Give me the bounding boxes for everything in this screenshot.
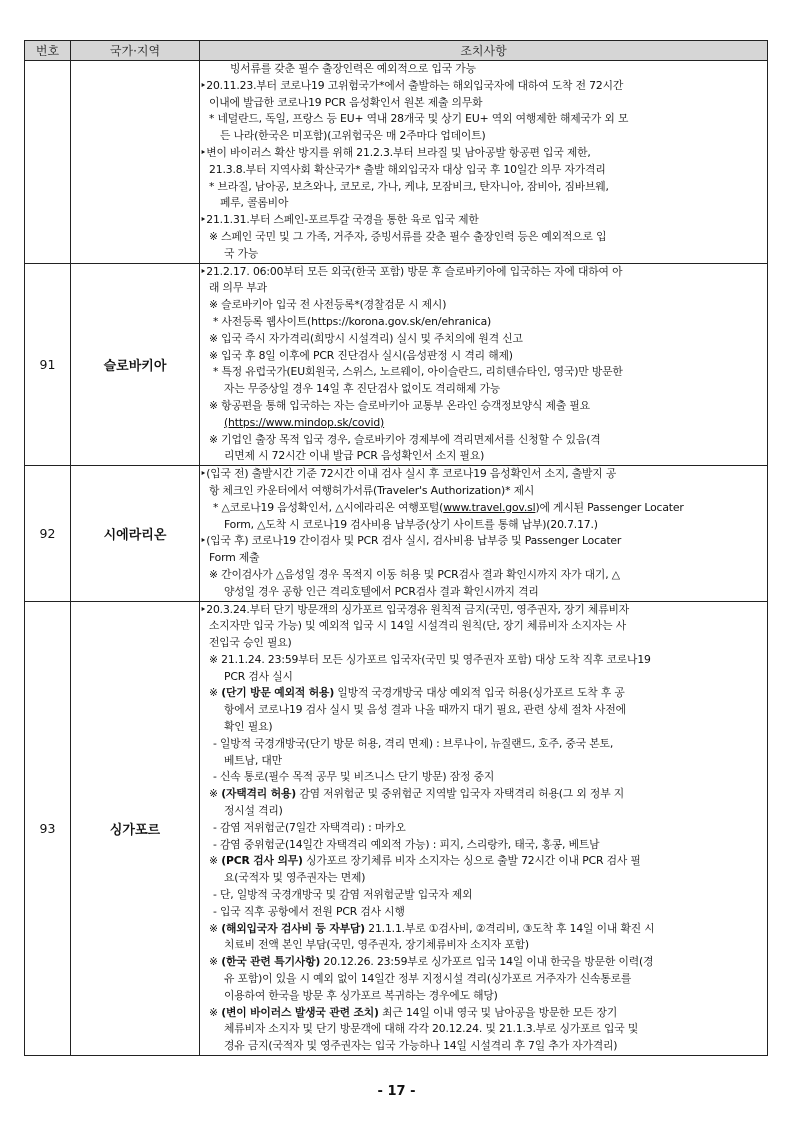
line-text: - 일방적 국경개방국(단기 방문 허용, 격리 면제) : 브루나이, 뉴질랜드, 호주, 중국 본토, <box>213 736 614 750</box>
table-header-row <box>25 41 768 61</box>
measure-line <box>200 229 767 246</box>
line-text: ※ 항공편을 통해 입국하는 자는 슬로바키아 교통부 온라인 승객정보양식 제출 필요 <box>209 398 590 412</box>
measure-line <box>200 145 767 162</box>
bold-label: (PCR 검사 의무) <box>221 854 303 868</box>
measure-line <box>200 602 767 619</box>
line-text: 자는 무증상일 경우 14일 후 진단검사 없이도 격리해제 가능 <box>224 382 501 396</box>
measure-line <box>200 517 767 534</box>
link-text: www.travel.gov.sl <box>443 500 536 514</box>
line-text: 항 체크인 카운터에서 여행허가서류(Traveler's Authorization)* 제시 <box>209 483 535 497</box>
line-text: ※ <box>209 854 222 868</box>
line-text: 국 가능 <box>224 246 259 260</box>
measure-line <box>200 904 767 921</box>
measure-line <box>200 584 767 601</box>
line-text: PCR 검사 실시 <box>224 669 293 683</box>
table-row <box>25 263 768 466</box>
line-text: 베트남, 대만 <box>224 753 282 767</box>
line-text: 유 포함)이 있을 시 예외 없이 14일간 정부 지정시설 격리(싱가포르 거주자가 신속통로를 <box>224 972 632 986</box>
measure-line <box>200 500 767 517</box>
line-text: ※ 21.1.24. 23:59부터 모든 싱가포르 입국자(국민 및 영주권자 포함) 대상 도착 직후 코로나19 <box>209 652 651 666</box>
measure-line <box>200 853 767 870</box>
line-text: - 입국 직후 공항에서 전원 PCR 검사 시행 <box>213 904 405 918</box>
line-text: ※ 스페인 국민 및 그 가족, 거주자, 증빙서류를 갖춘 필수 출장인력 등은 예외적으로 입 <box>209 229 607 243</box>
measures-cell <box>200 601 768 1056</box>
line-text: ※ 입국 후 8일 이후에 PCR 진단검사 실시(음성판정 시 격리 해제) <box>209 348 513 362</box>
line-text: ※ <box>209 1005 222 1019</box>
line-text: 감염 저위험군 및 중위험군 지역발 입국자 자택격리 허용(그 외 정부 지 <box>296 787 625 801</box>
row-number <box>25 61 71 264</box>
line-text: ‣(입국 후) 코로나19 간이검사 및 PCR 검사 실시, 검사비용 납부증 및 Passenger Locater <box>200 534 622 548</box>
line-text: 최근 14일 이내 영국 및 남아공을 방문한 모든 장기 <box>378 1005 618 1019</box>
measure-line <box>200 567 767 584</box>
measure-line <box>200 246 767 263</box>
header-country: 국가·지역 <box>71 41 200 61</box>
line-text: - 신속 통로(필수 목적 공무 및 비즈니스 단기 방문) 잠정 중지 <box>213 770 495 784</box>
measure-line <box>200 280 767 297</box>
country-name: 싱가포르 <box>71 601 200 1056</box>
line-text: 래 의무 부과 <box>209 281 267 295</box>
country-name <box>71 61 200 264</box>
line-text: 싱가포르 장기체류 비자 소지자는 싱으로 출발 72시간 이내 PCR 검사 필 <box>302 854 641 868</box>
line-text: - 단, 일방적 국경개방국 및 감염 저위험군발 입국자 제외 <box>213 888 473 902</box>
line-text: 요(국적자 및 영주권자는 면제) <box>224 871 366 885</box>
measure-line <box>200 736 767 753</box>
line-text: ※ <box>209 955 222 969</box>
measure-line <box>200 870 767 887</box>
measure-line <box>200 179 767 196</box>
line-text: ※ 입국 즉시 자가격리(희망시 시설격리) 실시 및 주치의에 원격 신고 <box>209 331 523 345</box>
measure-line <box>200 618 767 635</box>
measure-line <box>200 195 767 212</box>
line-text: 21.1.1.부로 ①검사비, ②격리비, ③도착 후 14일 이내 확진 시 <box>364 921 655 935</box>
bold-label: (한국 관련 특기사항) <box>221 955 321 969</box>
line-text: 양성일 경우 공항 인근 격리호텔에서 PCR검사 결과 확인시까지 격리 <box>224 584 539 598</box>
line-text: 체류비자 소지자 및 단기 방문객에 대해 각각 20.12.24. 및 21.1.3.부로 싱가포르 입국 및 <box>224 1022 639 1036</box>
line-text: * 브라질, 남아공, 보츠와나, 코모로, 가나, 케냐, 모잠비크, 탄자니아, 잠비아, 짐바브웨, <box>209 179 609 193</box>
measure-line <box>200 398 767 415</box>
line-text: 이용하여 한국을 방문 후 싱가포르 복귀하는 경우에도 해당) <box>224 988 498 1002</box>
measure-line <box>200 128 767 145</box>
bold-label: (변이 바이러스 발생국 관련 조치) <box>221 1005 379 1019</box>
line-text: ‣21.2.17. 06:00부터 모든 외국(한국 포함) 방문 후 슬로바키아에 입국하는 자에 대하여 아 <box>200 264 623 278</box>
table-row <box>25 466 768 601</box>
row-number: 92 <box>25 466 71 601</box>
measure-line <box>200 61 767 78</box>
measure-line <box>200 685 767 702</box>
measures-cell <box>200 466 768 601</box>
line-text: ‣21.1.31.부터 스페인-포르투갈 국경을 통한 육로 입국 제한 <box>200 213 479 227</box>
line-text: 치료비 전액 본인 부담(국민, 영주권자, 장기체류비자 소지자 포함) <box>224 938 529 952</box>
line-text: ‣(입국 전) 출발시간 기준 72시간 이내 검사 실시 후 코로나19 음성확인서 소지, 출발지 공 <box>200 467 617 481</box>
line-text: * △코로나19 음성확인서, △시에라리온 여행포털( <box>213 500 444 514</box>
line-text: Form 제출 <box>209 551 260 565</box>
measures-cell <box>200 61 768 264</box>
line-text: ※ 기업인 출장 목적 입국 경우, 슬로바키아 경제부에 격리면제서를 신청할 수 있음(격 <box>209 432 601 446</box>
measure-line <box>200 550 767 567</box>
measure-line <box>200 837 767 854</box>
line-text: ※ <box>209 787 222 801</box>
table-row <box>25 601 768 1056</box>
measure-line <box>200 533 767 550</box>
measure-line <box>200 635 767 652</box>
document-page <box>24 40 767 1056</box>
table-row <box>25 61 768 264</box>
measure-line <box>200 95 767 112</box>
line-text: )에 게시된 Passenger Locater <box>535 500 684 514</box>
measure-line <box>200 988 767 1005</box>
measure-line <box>200 954 767 971</box>
bold-label: (해외입국자 검사비 등 자부담) <box>221 921 365 935</box>
measure-line <box>200 702 767 719</box>
measure-line <box>200 669 767 686</box>
line-text: 정시설 격리) <box>224 804 283 818</box>
line-text: 일방적 국경개방국 대상 예외적 입국 허용(싱가포르 도착 후 공 <box>334 686 625 700</box>
line-text: 이내에 발급한 코로나19 PCR 음성확인서 원본 제출 의무화 <box>209 95 483 109</box>
line-text: 전입국 승인 필요) <box>209 636 292 650</box>
line-text: 빙서류를 갖춘 필수 출장인력은 예외적으로 입국 가능 <box>230 62 476 75</box>
line-text: ※ 간이검사가 △음성일 경우 목적지 이동 허용 및 PCR검사 결과 확인시까지 자가 대기, △ <box>209 567 620 581</box>
line-text: 21.3.8.부터 지역사회 확산국가* 출발 해외입국자 대상 입국 후 10일간 의무 자가격리 <box>209 162 606 176</box>
header-measures: 조치사항 <box>200 41 768 61</box>
header-number: 번호 <box>25 41 71 61</box>
line-text: 리면제 시 72시간 이내 발급 PCR 음성확인서 소지 필요) <box>224 449 485 463</box>
measure-line <box>200 887 767 904</box>
measure-line <box>200 1038 767 1055</box>
measure-line <box>200 78 767 95</box>
bold-label: (단기 방문 예외적 허용) <box>221 686 335 700</box>
line-text: ※ 슬로바키아 입국 전 사전등록*(경찰검문 시 제시) <box>209 298 447 312</box>
line-text: ‣20.11.23.부터 코로나19 고위험국가*에서 출발하는 해외입국자에 대하여 도착 전 72시간 <box>200 78 624 92</box>
line-text: - 감염 저위험군(7일간 자택격리) : 마카오 <box>213 820 406 834</box>
line-text: 든 나라(한국은 미포함)(고위험국은 매 2주마다 업데이트) <box>220 129 486 143</box>
measure-line <box>200 786 767 803</box>
measure-line <box>200 769 767 786</box>
measure-line <box>200 297 767 314</box>
country-name: 슬로바키아 <box>71 263 200 466</box>
line-text: 소지자만 입국 가능) 및 예외적 입국 시 14일 시설격리 원칙(단, 장기 체류비자 소지자는 사 <box>209 619 627 633</box>
line-text: ※ <box>209 686 222 700</box>
measure-line <box>200 415 767 432</box>
measure-line <box>200 364 767 381</box>
measure-line <box>200 652 767 669</box>
line-text: 20.12.26. 23:59부로 싱가포르 입국 14일 이내 한국을 방문한 이력(경 <box>320 955 654 969</box>
measure-line <box>200 432 767 449</box>
measures-cell <box>200 263 768 466</box>
row-number: 93 <box>25 601 71 1056</box>
measure-line <box>200 820 767 837</box>
row-number: 91 <box>25 263 71 466</box>
line-text: * 특정 유럽국가(EU회원국, 스위스, 노르웨이, 아이슬란드, 리히텐슈타인, 영국)만 방문한 <box>213 365 623 379</box>
measure-line <box>200 1005 767 1022</box>
line-text: 확인 필요) <box>224 720 273 734</box>
measure-line <box>200 803 767 820</box>
line-text: ‣20.3.24.부터 단기 방문객의 싱가포르 입국경유 원칙적 금지(국민, 영주권자, 장기 체류비자 <box>200 602 630 616</box>
measure-line <box>200 483 767 500</box>
measure-line <box>200 448 767 465</box>
line-text: - 감염 중위험군(14일간 자택격리 예외적 가능) : 피지, 스리랑카, 태국, 홍콩, 베트남 <box>213 837 600 851</box>
measure-line <box>200 111 767 128</box>
measure-line <box>200 719 767 736</box>
line-text: 페루, 콜롬비아 <box>220 196 289 210</box>
measure-line <box>200 381 767 398</box>
measure-line <box>200 466 767 483</box>
measure-line <box>200 212 767 229</box>
measure-line <box>200 937 767 954</box>
measure-line <box>200 971 767 988</box>
link-text: (https://www.mindop.sk/covid) <box>224 415 385 429</box>
line-text: 경유 금지(국적자 및 영주권자는 입국 가능하나 14일 시설격리 후 7일 추가 자가격리) <box>224 1039 618 1053</box>
line-text: Form, △도착 시 코로나19 검사비용 납부증(상기 사이트를 통해 납부)(20.7.17.) <box>224 517 598 531</box>
line-text: ※ <box>209 921 222 935</box>
measure-line <box>200 331 767 348</box>
measures-table <box>24 40 768 1056</box>
country-name: 시에라리온 <box>71 466 200 601</box>
line-text: 항에서 코로나19 검사 실시 및 음성 결과 나올 때까지 대기 필요, 관련 상세 절차 사전에 <box>224 703 626 717</box>
measure-line <box>200 264 767 281</box>
measure-line <box>200 921 767 938</box>
bold-label: (자택격리 허용) <box>221 787 297 801</box>
line-text: ‣변이 바이러스 확산 방지를 위해 21.2.3.부터 브라질 및 남아공발 항공편 입국 제한, <box>200 145 591 159</box>
measure-line <box>200 314 767 331</box>
line-text: * 네덜란드, 독일, 프랑스 등 EU+ 역내 28개국 및 상기 EU+ 역외 여행제한 해제국가 외 모 <box>209 112 629 126</box>
measure-line <box>200 753 767 770</box>
measure-line <box>200 162 767 179</box>
page-number: - 17 - <box>377 1084 416 1099</box>
measure-line <box>200 348 767 365</box>
measure-line <box>200 1021 767 1038</box>
line-text: * 사전등록 웹사이트(https://korona.gov.sk/en/ehranica) <box>213 314 492 328</box>
